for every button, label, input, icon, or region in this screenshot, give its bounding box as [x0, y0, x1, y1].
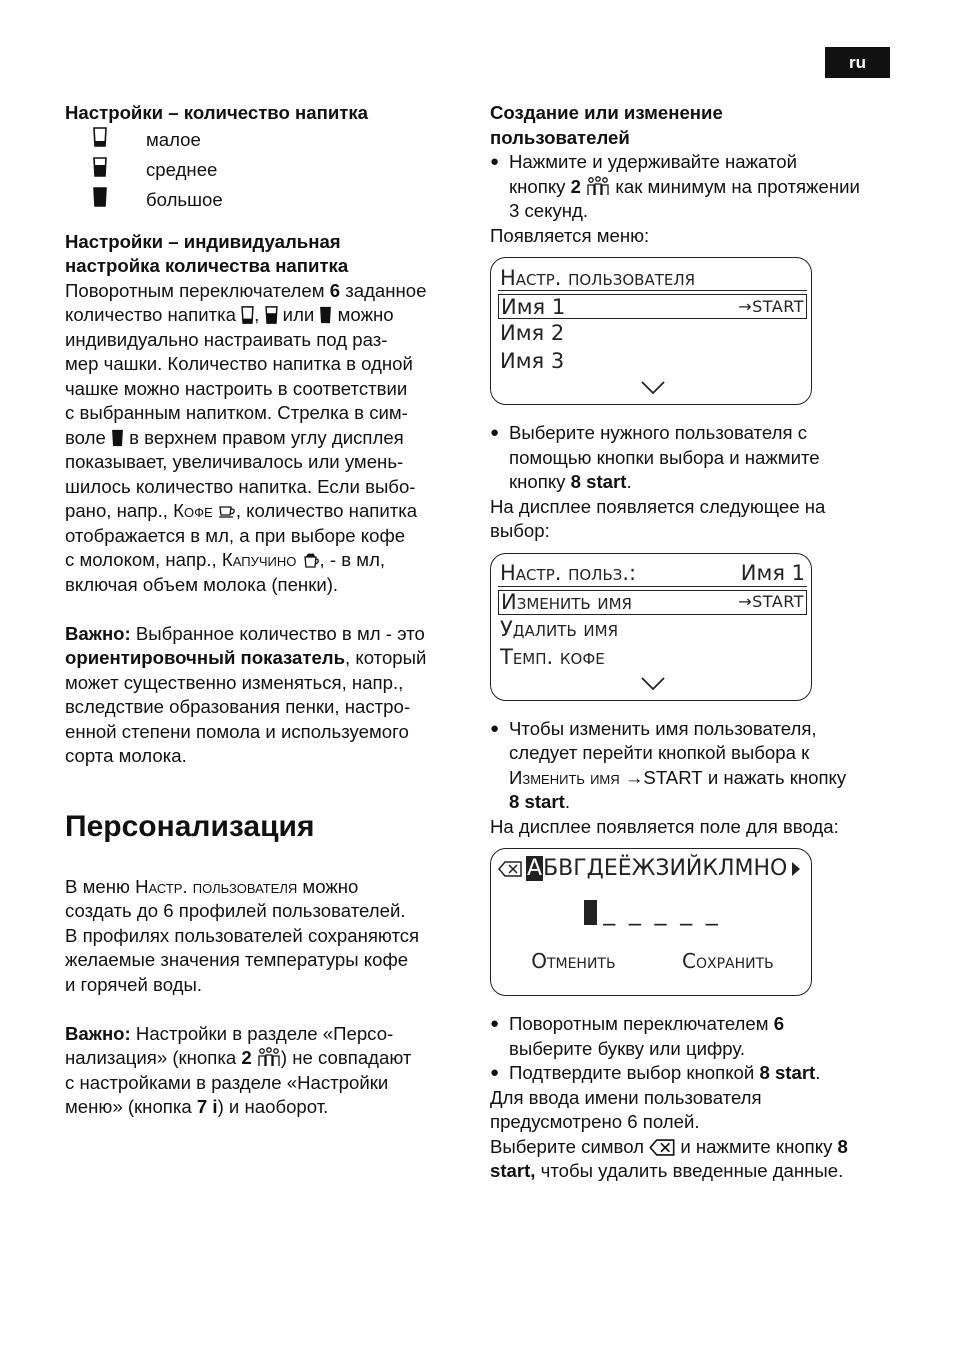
- text-line: Изменить имя →START и нажать кнопку: [509, 766, 847, 788]
- alphabet-letters: БВГДЕЁЖЗИЙКЛМНО: [543, 856, 788, 881]
- heading-create-users-2: пользователей: [490, 126, 630, 148]
- text-line: с настройками в разделе «Настройки: [65, 1071, 389, 1093]
- text-line: выберите букву или цифру.: [509, 1037, 746, 1059]
- important-line: Выбранное количество в мл - это: [130, 622, 425, 644]
- backspace-icon: [498, 861, 522, 877]
- display-user-options: [490, 553, 812, 701]
- display-row-label: Темп. кофе: [500, 644, 605, 669]
- users-icon: [257, 1047, 281, 1067]
- start-label: →START: [738, 592, 804, 611]
- text-line: с выбранным напитком. Стрелка в сим-: [65, 402, 408, 423]
- important-note-2: [65, 1022, 465, 1120]
- paragraph-delete-info: [490, 1086, 900, 1184]
- text-line: следует перейти кнопкой выбора к: [509, 742, 810, 763]
- language-tab: ru: [825, 47, 890, 78]
- bullet-hold-button: [490, 150, 900, 224]
- display-user-settings: [490, 257, 812, 405]
- text-line: желаемые значения температуры кофе: [65, 949, 409, 970]
- text-line: В профилях пользователей сохраняются: [65, 924, 420, 946]
- size-row-medium: [65, 156, 465, 186]
- left-column: [65, 101, 465, 1120]
- text-line: показывает, увеличивалось или умень-: [65, 451, 404, 472]
- chevron-down-icon: [640, 676, 666, 692]
- text-line: 8 start.: [509, 791, 570, 812]
- section-title: Персонализация: [65, 809, 315, 843]
- display-title: Настр. польз.:: [500, 561, 637, 585]
- text-line: ● Поворотным переключателем 6: [509, 1013, 785, 1034]
- important-line: может существенно изменяться, напр.,: [65, 671, 404, 693]
- size-label-small: малое: [146, 129, 201, 151]
- display-row-label: Имя 1: [501, 294, 566, 319]
- display-row-label: Имя 3: [500, 349, 565, 373]
- input-appears-text: На дисплее появляется поле для ввода:: [490, 815, 839, 837]
- coffee-cup-icon: [218, 504, 236, 520]
- bullet-rotary-select: [490, 1012, 900, 1061]
- cancel-option: Отменить: [531, 949, 616, 973]
- display-selected-row: [498, 294, 807, 319]
- text-line: кнопку 8 start.: [509, 471, 632, 492]
- display-row-label: Имя 2: [500, 321, 565, 345]
- cup-small-icon: [93, 127, 107, 147]
- bullet-select-user: [490, 421, 900, 495]
- text-line: предусмотрено 6 полей.: [490, 1111, 700, 1132]
- paragraph-personalization: [65, 875, 465, 998]
- text-line: рано, напр., Кофе , количество напитка: [65, 500, 418, 521]
- cappuccino-icon: [302, 551, 320, 569]
- next-appears-text: На дисплее появляется следующее на: [490, 495, 826, 517]
- text-line: нализация» (кнопка 2 ) не совпадают: [65, 1047, 412, 1068]
- text-line: чашке можно настроить в соответствии: [65, 377, 408, 399]
- heading-individual-2: настройка количества напитка: [65, 255, 349, 276]
- input-cursor: [584, 900, 597, 925]
- backspace-icon: [649, 1139, 675, 1156]
- cup-medium-icon: [265, 306, 278, 324]
- size-label-medium: среднее: [146, 159, 218, 181]
- text-line: ● Подтвердите выбор кнопкой 8 start.: [509, 1062, 821, 1083]
- text-line: ● Нажмите и удерживайте нажатой: [509, 151, 798, 172]
- important-line: енной степени помола и используемого: [65, 720, 409, 742]
- text-line: В меню Настр. пользователя можно: [65, 875, 359, 897]
- important-bold: ориентировочный показатель: [65, 647, 346, 668]
- text-line: ● Чтобы изменить имя пользователя,: [509, 717, 817, 739]
- start-label: →START: [738, 296, 804, 316]
- text-line: мер чашки. Количество напитка в одной: [65, 353, 413, 374]
- important-line: сорта молока.: [65, 745, 187, 766]
- important-note-1: [65, 622, 465, 769]
- text-line: индивидуально настраивать под раз-: [65, 328, 388, 350]
- bullet-change-name: [490, 717, 900, 815]
- important-line: , который: [345, 647, 427, 668]
- important-line: вследствие образования пенки, настро-: [65, 696, 411, 717]
- display-row-label: Удалить имя: [500, 616, 618, 641]
- text-line: и горячей воды.: [65, 973, 203, 995]
- text-line: Поворотным переключателем 6 заданное: [65, 279, 427, 301]
- text-line: с молоком, напр., Капучино , - в мл,: [65, 549, 386, 570]
- cup-large-icon: [319, 306, 332, 324]
- alphabet-selected-letter: А: [527, 856, 543, 881]
- text-line: start, чтобы удалить введенные данные.: [490, 1160, 844, 1181]
- text-line: количество напитка , или можно: [65, 304, 394, 325]
- text-line: Выберите символ и нажмите кнопку 8: [490, 1135, 848, 1157]
- display-title: Настр. пользователя: [500, 265, 696, 290]
- next-appears-text: выбор:: [490, 520, 550, 541]
- heading-drink-quantity: Настройки – количество напитка: [65, 102, 369, 123]
- chevron-down-icon: [640, 380, 666, 396]
- paragraph-individual: [65, 279, 465, 598]
- text-line: 3 секунд.: [509, 200, 589, 221]
- text-line: Для ввода имени пользователя: [490, 1086, 762, 1108]
- important-label: Важно:: [65, 622, 131, 644]
- right-column: [490, 101, 900, 1184]
- text-line: шилось количество напитка. Если выбо-: [65, 475, 416, 497]
- cup-medium-icon: [93, 157, 107, 177]
- menu-appears-text: Появляется меню:: [490, 224, 650, 246]
- alphabet-bar: [498, 854, 807, 884]
- text-line: отображается в мл, а при выборе кофе: [65, 524, 406, 546]
- display-row-label: Изменить имя: [501, 590, 632, 614]
- text-line: создать до 6 профилей пользователей.: [65, 900, 406, 921]
- size-label-large: большое: [146, 189, 223, 211]
- text-line: Важно: Настройки в разделе «Персо-: [65, 1022, 394, 1044]
- text-line: меню» (кнопка 7 i) и наоборот.: [65, 1096, 329, 1117]
- size-row-large: [65, 186, 465, 216]
- display-name-entry: [490, 848, 812, 996]
- display-selected-row: [498, 590, 807, 615]
- display-user-name: Имя 1: [740, 561, 805, 585]
- heading-create-users-1: Создание или изменение: [490, 102, 723, 123]
- text-line: кнопку 2 как минимум на протяжении: [509, 175, 860, 197]
- users-icon: [586, 176, 610, 196]
- cup-large-icon: [93, 187, 107, 207]
- input-placeholders: _ _ _ _ _: [603, 898, 721, 926]
- cup-small-icon: [241, 306, 254, 324]
- arrow-right-icon: [791, 861, 801, 877]
- text-line: ● Выберите нужного пользователя с: [509, 422, 807, 443]
- cup-large-icon: [111, 429, 124, 447]
- bullet-confirm: [490, 1061, 900, 1086]
- save-option: Сохранить: [682, 949, 774, 973]
- text-line: помощью кнопки выбора и нажмите: [509, 446, 820, 468]
- name-input-field: [498, 884, 807, 940]
- text-line: воле в верхнем правом углу дисплея: [65, 426, 404, 448]
- size-row-small: [65, 126, 465, 156]
- text-line: включая объем молока (пенки).: [65, 573, 339, 595]
- heading-individual-1: Настройки – индивидуальная: [65, 230, 341, 252]
